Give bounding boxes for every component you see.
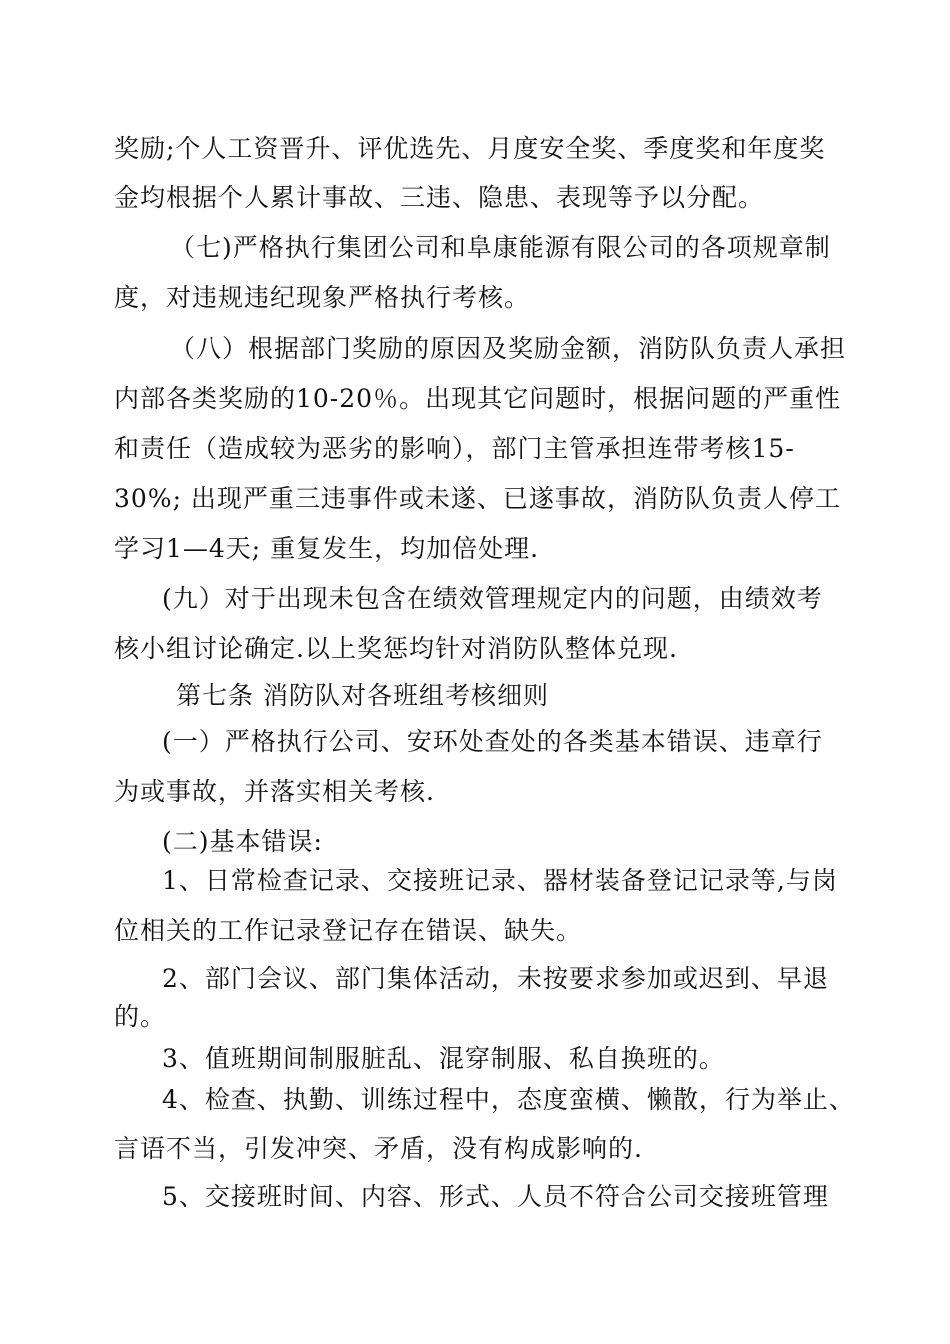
text-line: （七)严格执行集团公司和阜康能源有限公司的各项规章制 <box>170 233 831 262</box>
text-line: 金均根据个人累计事故、三违、隐患、表现等予以分配。 <box>114 183 765 212</box>
text-line: 度，对违规违纪现象严格执行考核。 <box>114 283 531 312</box>
text-line: 言语不当，引发冲突、矛盾，没有构成影响的. <box>114 1134 643 1163</box>
text-line: 学习1—4天; 重复发生，均加倍处理. <box>114 534 540 563</box>
text-line: 30%; 出现严重三违事件或未遂、已遂事故，消防队负责人停工 <box>114 484 841 513</box>
text-line: 2、部门会议、部门集体活动，未按要求参加或迟到、早退 <box>162 964 829 993</box>
text-line: 位相关的工作记录登记存在错误、缺失。 <box>114 916 583 945</box>
text-line: 5、交接班时间、内容、形式、人员不符合公司交接班管理 <box>162 1182 829 1211</box>
text-line: 3、值班期间制服脏乱、混穿制服、私自换班的。 <box>162 1044 725 1073</box>
text-line: 内部各类奖励的10-20％。出现其它问题时，根据问题的严重性 <box>114 384 842 413</box>
text-line: 核小组讨论确定.以上奖惩均针对消防队整体兑现. <box>114 634 678 663</box>
text-line: （八）根据部门奖励的原因及奖励金额，消防队负责人承担 <box>170 334 847 363</box>
text-line: 1、日常检查记录、交接班记录、器材装备登记记录等,与岗 <box>162 866 838 895</box>
text-line: 和责任（造成较为恶劣的影响），部门主管承担连带考核15- <box>114 434 795 463</box>
text-line: 4、检查、执勤、训练过程中，态度蛮横、懒散，行为举止、 <box>162 1085 855 1114</box>
text-line: (九）对于出现未包含在绩效管理规定内的问题，由绩效考 <box>162 584 823 613</box>
text-line: (二)基本错误: <box>162 827 323 856</box>
section-heading: 第七条 消防队对各班组考核细则 <box>176 681 549 710</box>
text-line: (一）严格执行公司、安环处查处的各类基本错误、违章行 <box>162 727 823 756</box>
text-line: 的。 <box>114 1002 167 1031</box>
text-line: 为或事故，并落实相关考核. <box>114 777 435 806</box>
text-line: 奖励;个人工资晋升、评优选先、月度安全奖、季度奖和年度奖 <box>114 134 826 163</box>
